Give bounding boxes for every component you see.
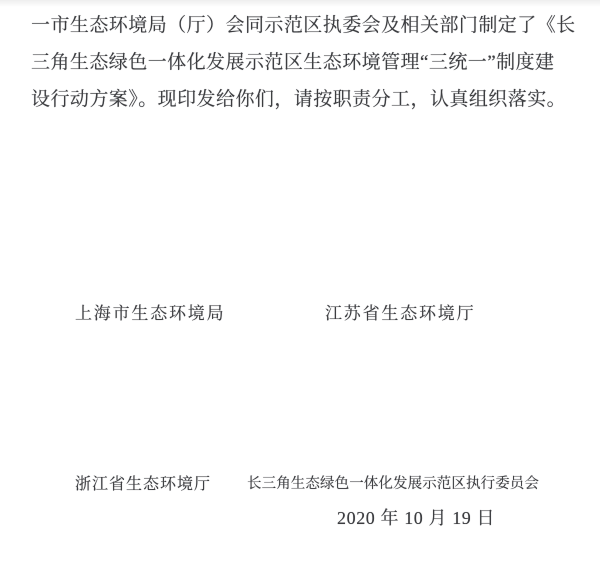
document-date: 2020 年 10 月 19 日 bbox=[337, 508, 496, 528]
signature-shanghai-ecology-bureau: 上海市生态环境局 bbox=[75, 304, 226, 323]
closing-paragraph bbox=[31, 7, 579, 118]
paragraph-line-2: 三角生态绿色一体化发展示范区生态环境管理“三统一”制度建 bbox=[31, 52, 555, 73]
scan-edge-artifact bbox=[0, 0, 600, 7]
paragraph-line-3: 设行动方案》。现印发给你们，请按职责分工，认真组织落实。 bbox=[31, 89, 567, 110]
signature-jiangsu-ecology-department: 江苏省生态环境厅 bbox=[325, 304, 476, 323]
signature-demonstration-zone-executive-committee: 长三角生态绿色一体化发展示范区执行委员会 bbox=[247, 476, 539, 492]
paragraph-line-1: 一市生态环境局（厅）会同示范区执委会及相关部门制定了《长 bbox=[31, 15, 576, 36]
signature-zhejiang-ecology-department: 浙江省生态环境厅 bbox=[75, 476, 212, 493]
